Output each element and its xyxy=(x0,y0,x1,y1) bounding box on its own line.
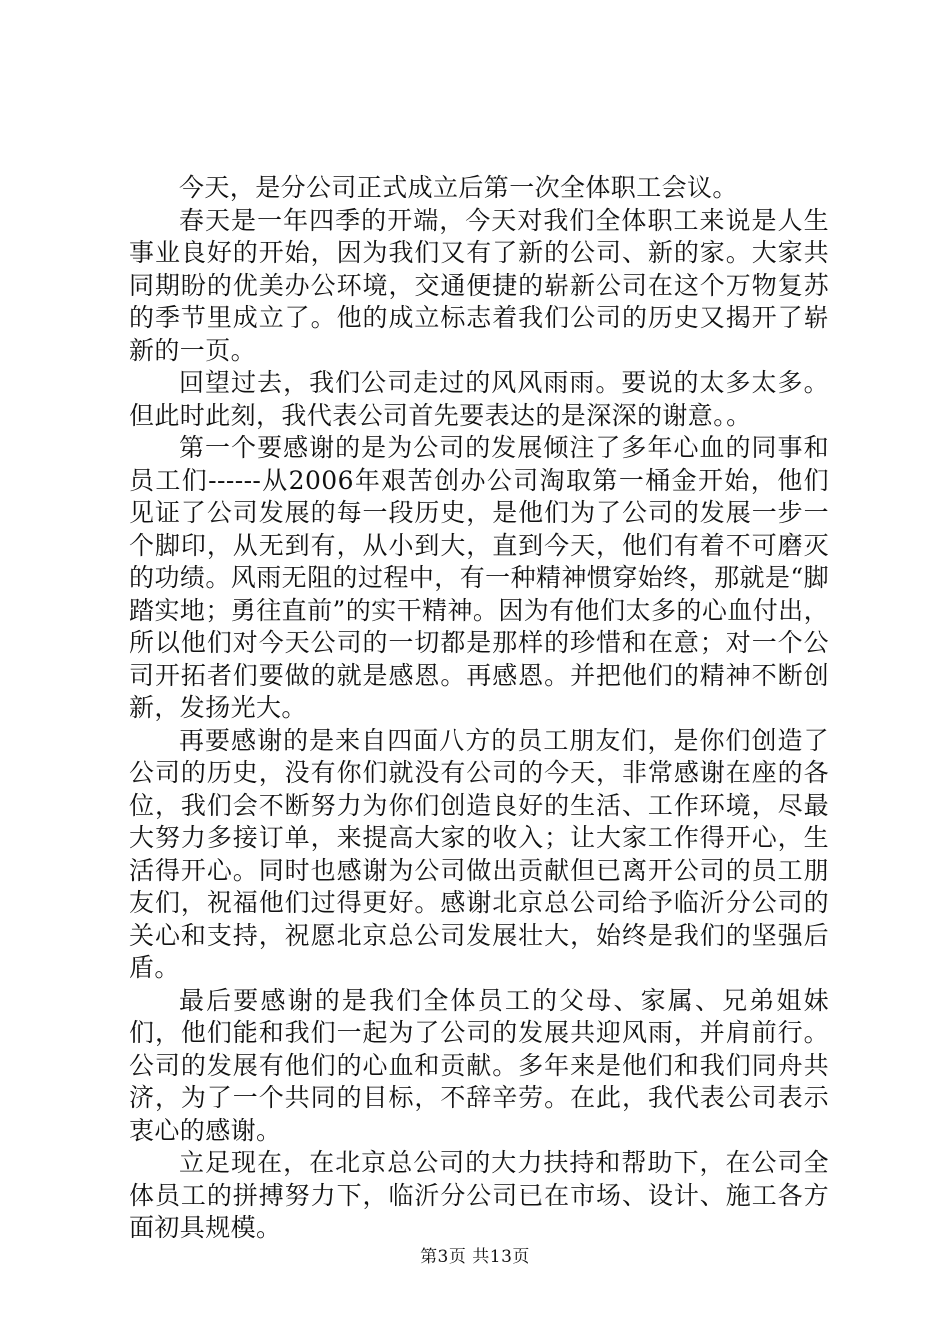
page-footer: 第3页 共13页 xyxy=(420,1247,530,1267)
paragraph: 回望过去，我们公司走过的风风雨雨。要说的太多太多。但此时此刻，我代表公司首先要表达的是深深的谢意。。 xyxy=(129,368,829,430)
paragraph: 立足现在，在北京总公司的大力扶持和帮助下，在公司全体员工的拼搏努力下，临沂分公司已在市场、设计、施工各方面初具规模。 xyxy=(129,1148,829,1242)
paragraph: 第一个要感谢的是为公司的发展倾注了多年心血的同事和员工们------从2006年艰苦创办公司淘取第一桶金开始，他们见证了公司发展的每一段历史，是他们为了公司的发展一步一个脚印，从无到有，从小到大，直到今天，他们有着不可磨灭的功绩。风雨无阻的过程中，有一种精神惯穿始终，那就是“脚踏实地；勇往直前”的实干精神。因为有他们太多的心血付出，所以他们对今天公司的一切都是那样的珍惜和在意；对一个公司开拓者们要做的就是感恩。再感恩。并把他们的精神不断创新，发扬光大。 xyxy=(129,433,829,722)
document-body xyxy=(129,172,829,1245)
paragraph: 再要感谢的是来自四面八方的员工朋友们，是你们创造了公司的历史，没有你们就没有公司的今天，非常感谢在座的各位，我们会不断努力为你们创造良好的生活、工作环境，尽最大努力多接订单，来提高大家的收入；让大家工作得开心，生活得开心。同时也感谢为公司做出贡献但已离开公司的员工朋友们，祝福他们过得更好。感谢北京总公司给予临沂分公司的关心和支持，祝愿北京总公司发展壮大，始终是我们的坚强后盾。 xyxy=(129,725,829,982)
paragraph: 今天，是分公司正式成立后第一次全体职工会议。 xyxy=(179,173,738,202)
paragraph: 春天是一年四季的开端，今天对我们全体职工来说是人生事业良好的开始，因为我们又有了新的公司、新的家。大家共同期盼的优美办公环境，交通便捷的崭新公司在这个万物复苏的季节里成立了。他的成立标志着我们公司的历史又揭开了崭新的一页。 xyxy=(129,205,829,365)
paragraph: 最后要感谢的是我们全体员工的父母、家属、兄弟姐妹们，他们能和我们一起为了公司的发展共迎风雨，并肩前行。公司的发展有他们的心血和贡献。多年来是他们和我们同舟共济，为了一个共同的目标，不辞辛劳。在此，我代表公司表示衷心的感谢。 xyxy=(129,985,829,1145)
